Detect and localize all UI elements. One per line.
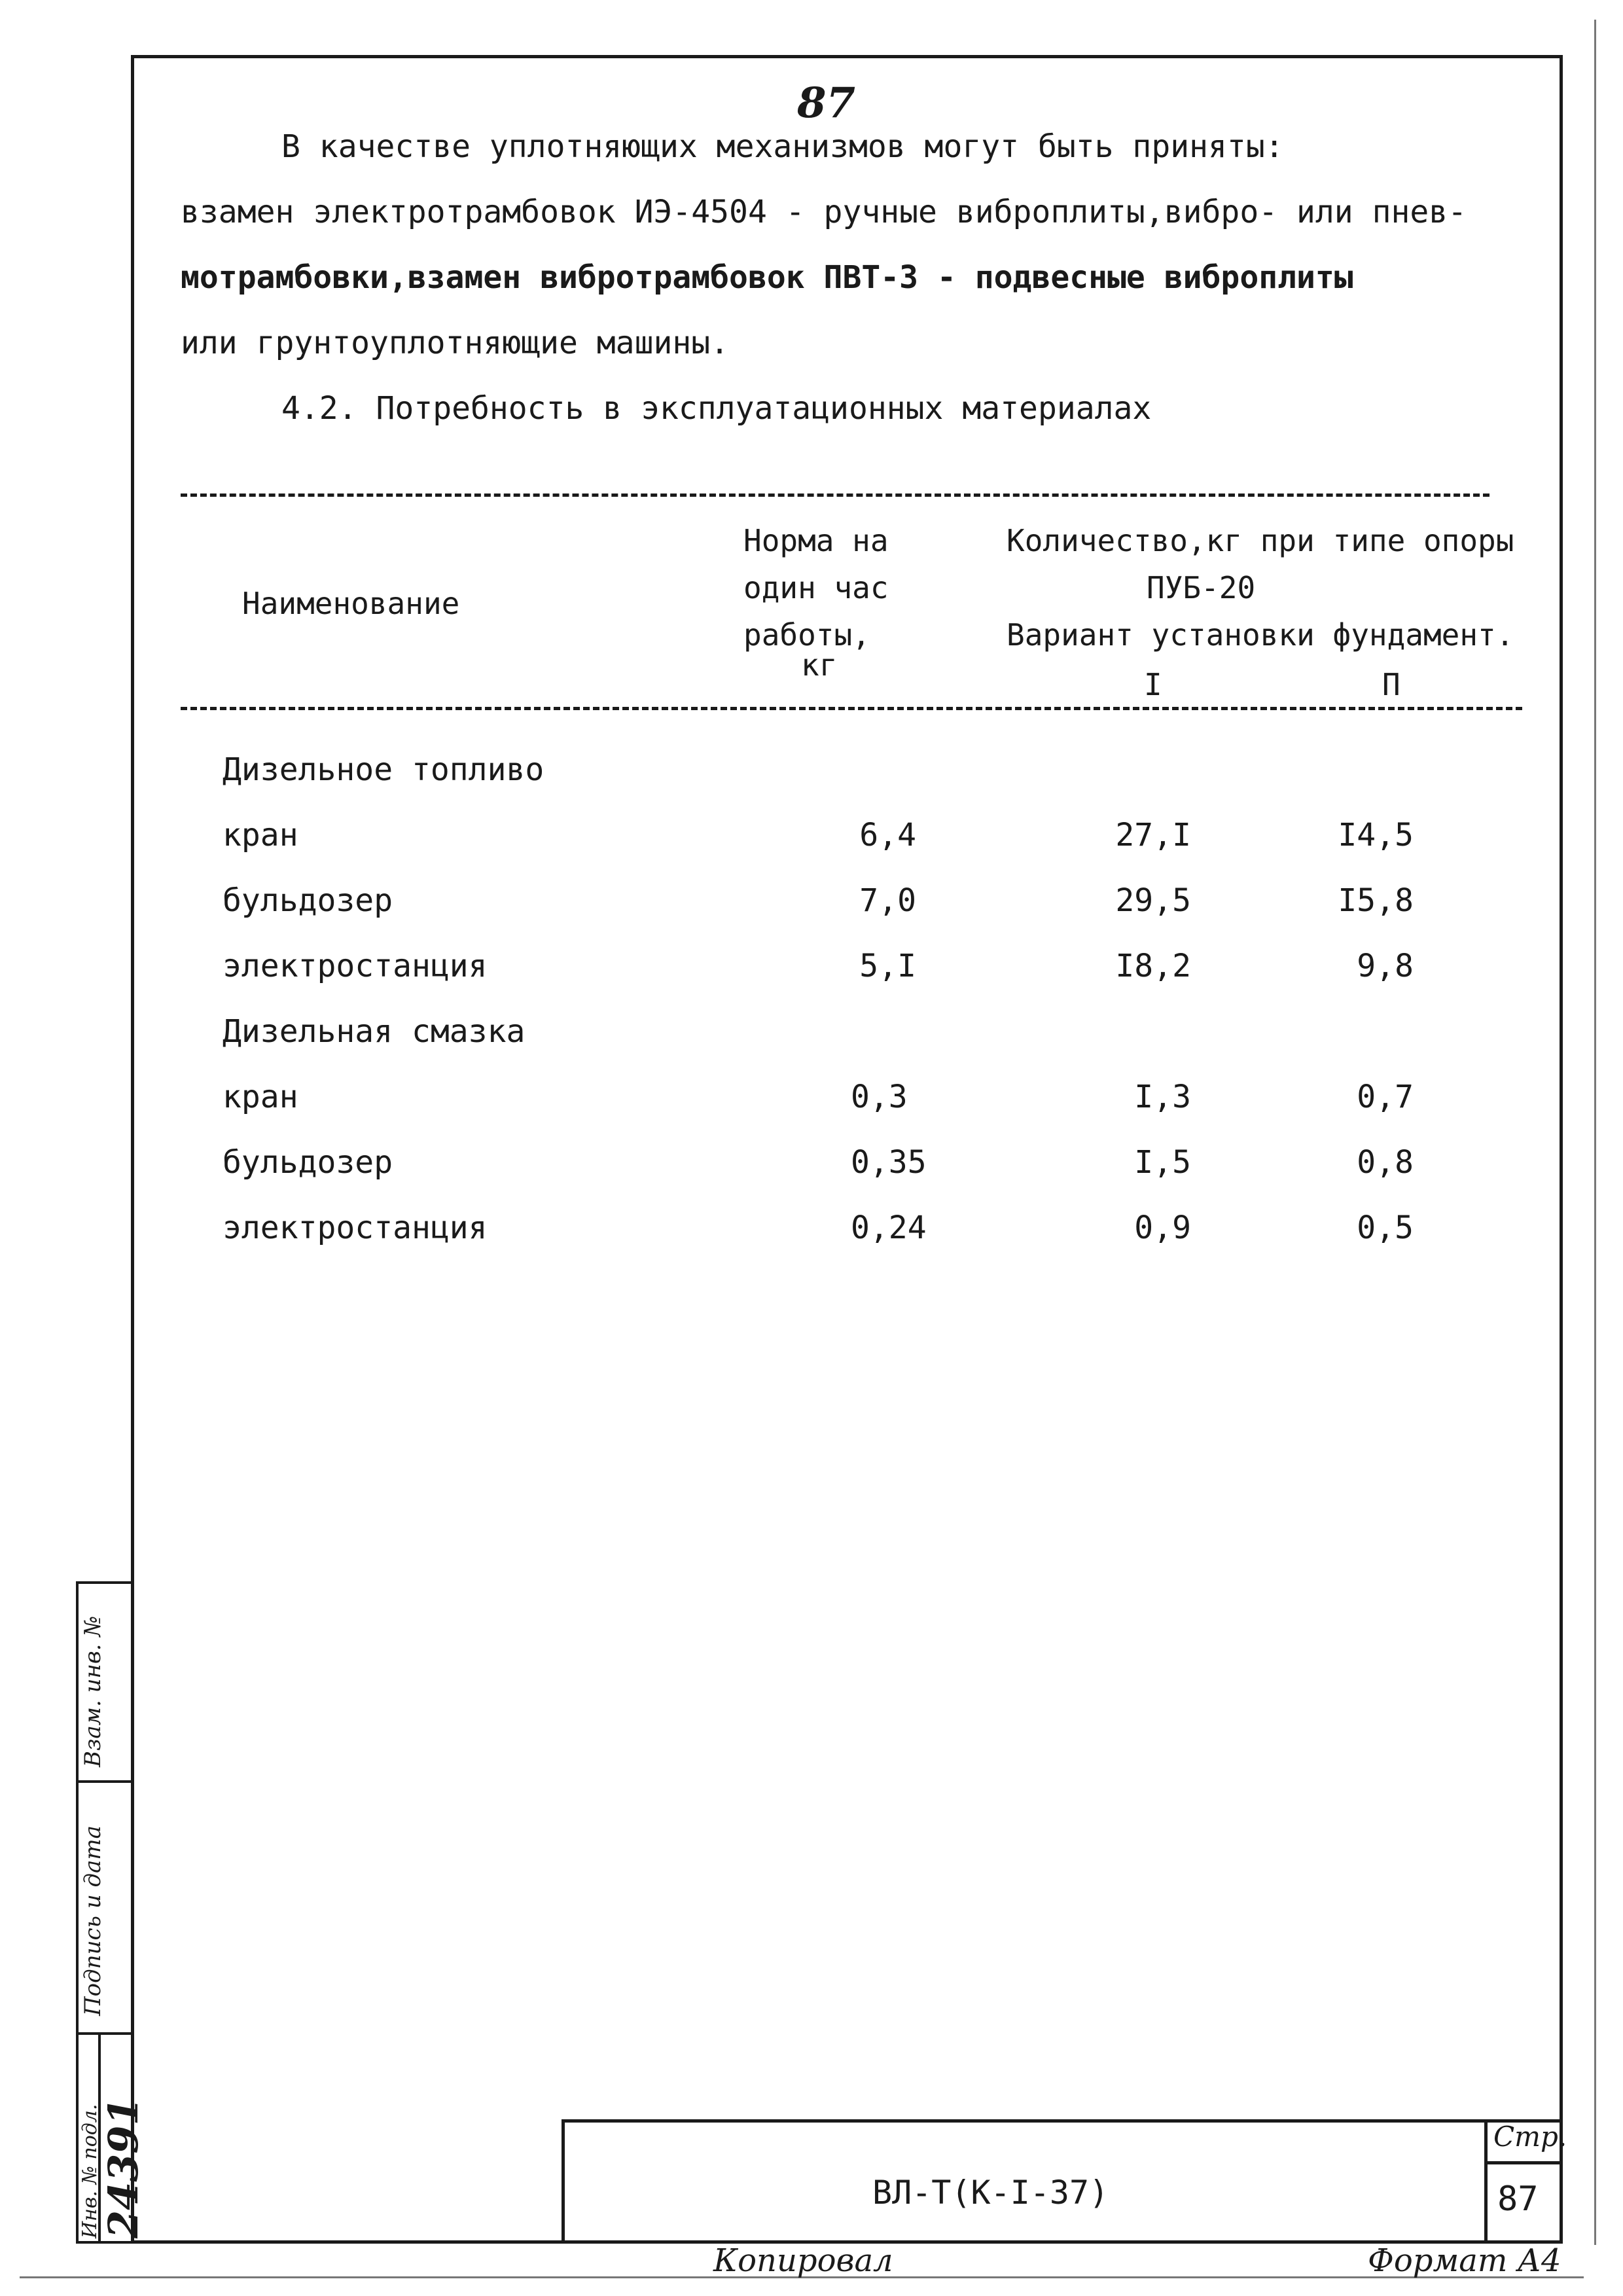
stamp-divider [76,2032,131,2035]
row-norm: 0,3 [851,1079,908,1115]
row-name: электростанция [223,948,488,984]
row-norm: 5,I [859,948,916,984]
col-header-variant-1: I [1144,667,1162,702]
col-header-qty-2: ПУБ-20 [1147,570,1256,605]
row-variant-2: I4,5 [1338,817,1414,853]
row-name: кран [223,1079,298,1115]
col-header-qty-3: Вариант установки фундамент. [1007,617,1514,653]
col-header-variant-2: П [1382,667,1400,702]
intro-line-3: мотрамбовки,взамен вибротрамбовок ПВТ-3 - подвесные виброплиты [181,259,1353,296]
table-header-rule [181,707,1522,710]
page-label: Стр. [1493,2121,1567,2153]
section-heading: 4.2. Потребность в эксплуатационных материалах [281,390,1152,427]
page-number: 87 [1497,2179,1539,2219]
intro-line-4: или грунтоуплотняющие машины. [181,325,730,361]
document-code: ВЛ-Т(К-I-37) [872,2174,1109,2212]
row-norm: 6,4 [859,817,916,853]
group-title-diesel-fuel: Дизельное топливо [223,751,544,788]
row-norm: 0,35 [851,1144,927,1181]
col-header-qty-1: Количество,кг при типе опоры [1007,523,1514,558]
col-header-name: Наименование [242,586,460,621]
intro-line-1: В качестве уплотняющих механизмов могут быть приняты: [281,128,1284,165]
row-variant-2: 0,7 [1357,1079,1414,1115]
footer-copied: Копировал [713,2242,893,2279]
footer-format: Формат А4 [1368,2242,1561,2279]
stamp-inv-orig-value: 24391 [99,2097,147,2238]
stamp-inv-orig: Инв. № подл. [79,2104,101,2238]
stamp-sign-date: Подпись и дата [80,1825,106,2016]
row-norm: 0,24 [851,1210,927,1246]
col-header-norm-4: кг [801,647,838,683]
row-variant-1: 0,9 [1134,1210,1191,1246]
row-variant-2: 9,8 [1357,948,1414,984]
row-variant-1: I,3 [1134,1079,1191,1115]
row-variant-2: 0,8 [1357,1144,1414,1181]
row-variant-1: 29,5 [1115,882,1191,919]
row-name: бульдозер [223,882,393,919]
row-variant-1: 27,I [1115,817,1191,853]
row-name: бульдозер [223,1144,393,1181]
title-block [562,2119,1563,2244]
stamp-divider [76,1780,131,1783]
col-header-norm-3: работы, [743,617,870,653]
row-norm: 7,0 [859,882,916,919]
row-variant-2: 0,5 [1357,1210,1414,1246]
handwritten-page-number: 87 [797,79,856,128]
table-top-rule [181,493,1489,497]
col-header-norm-1: Норма на [743,523,889,558]
stamp-replace-inv: Взам. инв. № [80,1615,106,1767]
group-title-diesel-lubricant: Дизельная смазка [223,1013,526,1050]
col-header-norm-2: один час [743,570,889,605]
row-variant-1: I8,2 [1115,948,1191,984]
row-name: электростанция [223,1210,488,1246]
row-name: кран [223,817,298,853]
page-box-divider [1484,2161,1563,2164]
row-variant-2: I5,8 [1338,882,1414,919]
row-variant-1: I,5 [1134,1144,1191,1181]
sheet-right-edge [1594,20,1596,2245]
intro-line-2: взамен электротрамбовок ИЭ-4504 - ручные виброплиты,вибро- или пнев- [181,194,1467,230]
